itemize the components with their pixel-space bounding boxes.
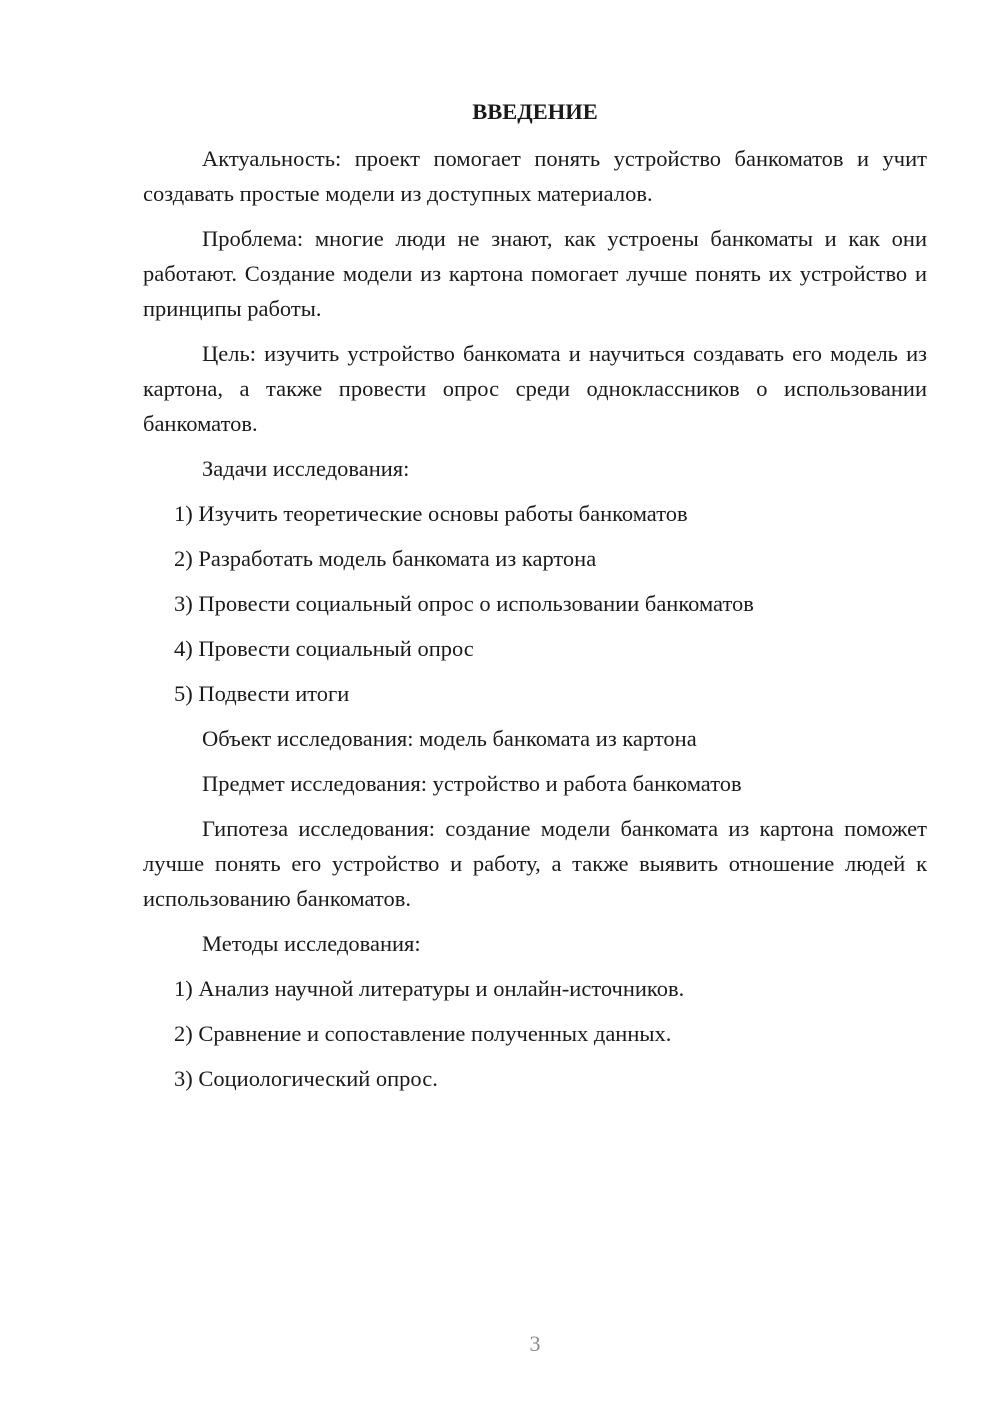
section-heading: ВВЕДЕНИЕ (472, 99, 598, 124)
subject-paragraph: Предмет исследования: устройство и работа банкоматов (202, 771, 742, 796)
goal-paragraph: Цель: изучить устройство банкомата и научиться создавать его модель из картона, а также провести опрос среди одноклассников о использовании банкоматов. (143, 341, 927, 436)
hypothesis-paragraph: Гипотеза исследования: создание модели банкомата из картона поможет лучше понять его устройство и работу, а также выявить отношение людей к использованию банкоматов. (143, 816, 927, 911)
list-item: 3) Провести социальный опрос о использовании банкоматов (174, 591, 754, 616)
object-paragraph: Объект исследования: модель банкомата из картона (202, 726, 697, 751)
relevance-paragraph: Актуальность: проект помогает понять устройство банкоматов и учит создавать простые модели из доступных материалов. (143, 146, 927, 206)
list-item: 5) Подвести итоги (174, 681, 350, 706)
methods-list (143, 971, 927, 1096)
list-item: 2) Сравнение и сопоставление полученных данных. (174, 1021, 672, 1046)
methods-title: Методы исследования: (202, 931, 421, 956)
list-item: 3) Социологический опрос. (174, 1066, 438, 1091)
page-number: 3 (529, 1331, 541, 1356)
tasks-title: Задачи исследования: (202, 456, 410, 481)
list-item: 2) Разработать модель банкомата из картона (174, 546, 597, 571)
list-item: 1) Анализ научной литературы и онлайн-источников. (174, 976, 685, 1001)
page-content (143, 94, 927, 1106)
list-item: 4) Провести социальный опрос (174, 636, 474, 661)
problem-paragraph: Проблема: многие люди не знают, как устроены банкоматы и как они работают. Создание модели из картона помогает лучше понять их устройство и принципы работы. (143, 226, 927, 321)
tasks-list (143, 496, 927, 711)
list-item: 1) Изучить теоретические основы работы банкоматов (174, 501, 688, 526)
